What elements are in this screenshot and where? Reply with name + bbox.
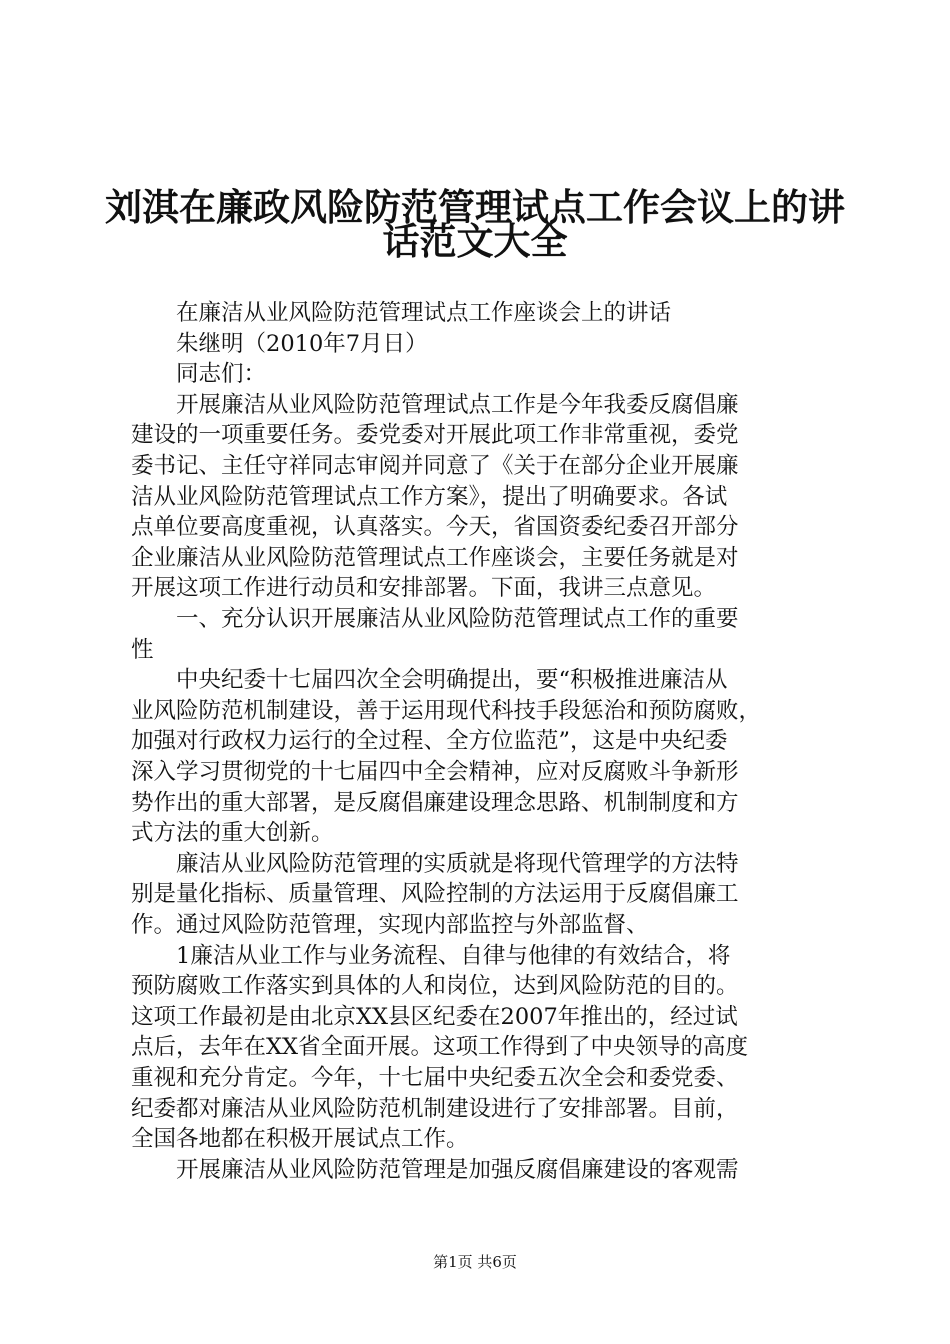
body-text-line: 廉洁从业风险防范管理的实质就是将现代管理学的方法特: [131, 850, 739, 877]
document-title-line-2: 话范文大全: [382, 220, 568, 263]
body-text-line: 点后，去年在XX省全面开展。这项工作得到了中央领导的高度: [131, 1034, 749, 1061]
body-text-line: 开展这项工作进行动员和安排部署。下面，我讲三点意见。: [131, 575, 717, 602]
body-text-line: 加强对行政权力运行的全过程、全方位监范”，这是中央纪委: [131, 728, 728, 755]
body-text-line: 这项工作最初是由北京XX县区纪委在2007年推出的，经过试: [131, 1003, 738, 1030]
body-text-line: 式方法的重大创新。: [131, 820, 334, 847]
body-text-line: 开展廉洁从业风险防范管理试点工作是今年我委反腐倡廉: [131, 391, 739, 418]
body-text-line: 别是量化指标、质量管理、风险控制的方法运用于反腐倡廉工: [131, 881, 739, 908]
body-text-line: 一、充分认识开展廉洁从业风险防范管理试点工作的重要: [131, 606, 739, 632]
body-text-line: 洁从业风险防范管理试点工作方案》，提出了明确要求。各试: [131, 483, 728, 510]
body-text-line: 开展廉洁从业风险防范管理是加强反腐倡廉建设的客观需: [131, 1156, 739, 1183]
body-text-line: 委书记、主任守祥同志审阅并同意了《关于在部分企业开展廉: [131, 453, 739, 479]
body-text-line: 预防腐败工作落实到具体的人和岗位，达到风险防范的目的。: [131, 973, 739, 1000]
body-text-line: 点单位要高度重视，认真落实。今天，省国资委纪委召开部分: [131, 514, 739, 541]
body-text-line: 在廉洁从业风险防范管理试点工作座谈会上的讲话: [131, 300, 672, 326]
body-text-line: 中央纪委十七届四次全会明确提出，要“积极推进廉洁从: [131, 667, 728, 694]
body-text-line: 朱继明（2010年7月日）: [131, 330, 428, 357]
document-title-line-1: 刘淇在廉政风险防范管理试点工作会议上的讲: [105, 186, 845, 229]
body-text-line: 全国各地都在积极开展试点工作。: [131, 1126, 469, 1153]
page-footer: 第1页 共6页: [433, 1253, 517, 1271]
body-text-line: 建设的一项重要任务。委党委对开展此项工作非常重视，委党: [131, 422, 739, 449]
body-text-line: 作。通过风险防范管理，实现内部监控与外部监督、: [131, 912, 649, 938]
body-text-line: 重视和充分肯定。今年，十七届中央纪委五次全会和委党委、: [131, 1065, 739, 1091]
body-text-line: 性: [131, 636, 154, 663]
body-text-line: 深入学习贯彻党的十七届四中全会精神，应对反腐败斗争新形: [131, 759, 739, 785]
body-text-line: 企业廉洁从业风险防范管理试点工作座谈会，主要任务就是对: [131, 544, 739, 571]
body-text-line: 势作出的重大部署，是反腐倡廉建设理念思路、机制制度和方: [131, 789, 739, 816]
body-text-line: 1廉洁从业工作与业务流程、自律与他律的有效结合，将: [131, 942, 731, 969]
body-text-line: 业风险防范机制建设，善于运用现代科技手段惩治和预防腐败，: [131, 697, 762, 724]
body-text-line: 纪委都对廉洁从业风险防范机制建设进行了安排部署。目前，: [131, 1095, 739, 1122]
body-text-line: 同志们：: [131, 361, 267, 388]
